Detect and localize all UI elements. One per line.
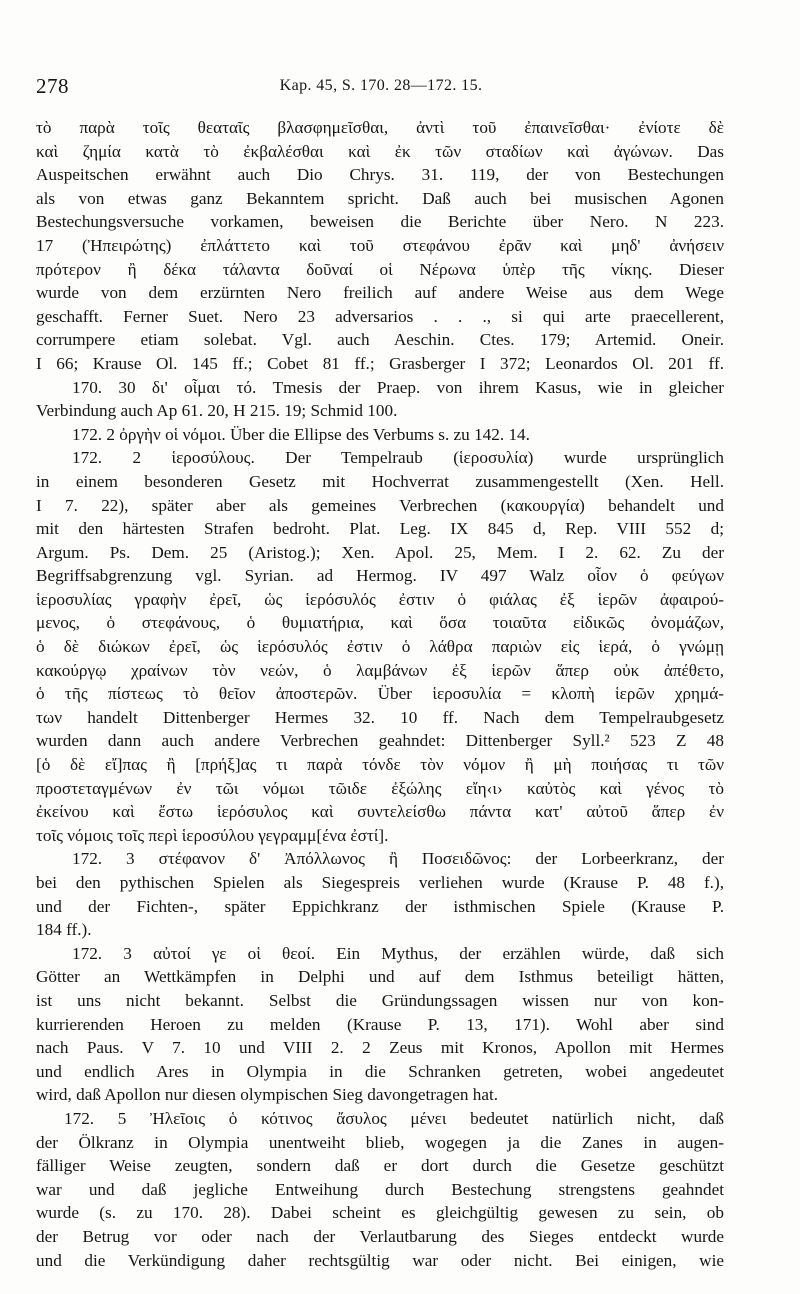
text-line: wurden dann auch andere Verbrechen geahndet: Dittenberger Syll.² 523 Z 48 <box>36 731 724 751</box>
text-line: als von etwas ganz Bekanntem spricht. Daß auch bei musischen Agonen <box>36 188 724 208</box>
text-line: των handelt Dittenberger Hermes 32. 10 ff. Nach dem Tempelraubgesetz <box>36 707 724 727</box>
text-line: [ὁ δὲ εἴ]πας ἢ [πρήξ]ας τι παρὰ τόνδε τὸν νόμον ἢ μὴ ποιήσας τι τῶν <box>36 755 724 775</box>
text-line: in einem besonderen Gesetz mit Hochverrat zusammengestellt (Xen. Hell. <box>36 471 724 491</box>
text-line: I 66; Krause Ol. 145 ff.; Cobet 81 ff.; Grasberger I 372; Leonardos Ol. 201 ff. <box>36 353 724 373</box>
text-line: 172. 3 αὐτοί γε οἱ θεοί. Ein Mythus, der erzählen würde, daß sich <box>72 943 724 963</box>
text-line: der Ölkranz in Olympia unentweiht blieb, wogegen ja die Zanes in augen- <box>36 1132 724 1152</box>
text-line: corrumpere etiam solebat. Vgl. auch Aeschin. Ctes. 179; Artemid. Oneir. <box>36 330 724 350</box>
text-line: wurde (s. zu 170. 28). Dabei scheint es gleichgültig gewesen zu sein, ob <box>36 1203 724 1223</box>
text-line: ist uns nicht bekannt. Selbst die Gründungssagen wissen nur von kon- <box>36 990 724 1010</box>
text-line: und endlich Ares in Olympia in die Schranken getreten, wobei angedeutet <box>36 1061 724 1081</box>
text-line: 172. 5 Ἠλεῖοις ὁ κότινος ἄσυλος μένει bedeutet natürlich nicht, daß <box>64 1108 724 1128</box>
text-line: ἱεροσυλίας γραφὴν ἐρεῖ, ὡς ἱερόσυλός ἐστιν ὁ φιάλας ἐξ ἱερῶν ἀφαιρού- <box>36 589 724 609</box>
text-line: wird, daß Apollon nur diesen olympischen Sieg davongetragen hat. <box>36 1085 499 1105</box>
text-line: 172. 2 ἱεροσύλους. Der Tempelraub (ἱεροσυλία) wurde ursprünglich <box>72 448 724 468</box>
text-line: kurrierenden Heroen zu melden (Krause P. 13, 171). Wohl aber sind <box>36 1014 724 1034</box>
text-line: und der Fichten-, später Eppichkranz der isthmischen Spiele (Krause P. <box>36 896 724 916</box>
text-line: 172. 2 ὀργὴν οἱ νόμοι. Über die Ellipse des Verbums s. zu 142. 14. <box>72 424 530 444</box>
text-line: μενος, ὁ στεφάνους, ὁ θυμιατήρια, καὶ ὅσα τοιαῦτα εἰδικῶς ὀνομάζων, <box>36 613 724 633</box>
text-line: 17 (Ἠπειρώτης) ἐπλάττετο καὶ τοῦ στεφάνου ἐρᾶν καὶ μηδ' ἀνήσειν <box>36 235 724 255</box>
text-line: wurde von dem erzürnten Nero freilich auf andere Weise aus dem Wege <box>36 283 724 303</box>
chapter-reference: Kap. 45, S. 170. 28—172. 15. <box>279 77 483 94</box>
text-line: ὁ δὲ διώκων ἐρεῖ, ὡς ἱερόσυλός ἐστιν ὁ λάθρα παριὼν εἰς ἱερά, ὁ γνώμῃ <box>36 637 724 657</box>
text-line: Argum. Ps. Dem. 25 (Aristog.); Xen. Apol. 25, Mem. I 2. 62. Zu der <box>36 542 724 562</box>
text-line: προστεταγμένων ἐν τῶι νόμωι τῶιδε ἐξώλης εἴη‹ι› καὐτὸς καὶ γένος τὸ <box>36 778 724 798</box>
text-line: mit den härtesten Strafen bedroht. Plat. Leg. IX 845 d, Rep. VIII 552 d; <box>36 519 724 539</box>
text-line: 184 ff.). <box>36 920 92 940</box>
text-line: τὸ παρὰ τοῖς θεαταῖς βλασφημεῖσθαι, ἀντὶ τοῦ ἐπαινεῖσθαι· ἐνίοτε δὲ <box>36 118 724 137</box>
text-line: καὶ ζημία κατὰ τὸ ἐκβαλέσθαι καὶ ἐκ τῶν σταδίων καὶ ἀγώνων. Das <box>36 141 724 161</box>
text-line: bei den pythischen Spielen als Siegespreis verliehen wurde (Krause P. 48 f.), <box>36 873 724 892</box>
text-line: Verbindung auch Ap 61. 20, H 215. 19; Schmid 100. <box>36 401 398 421</box>
text-line: nach Paus. V 7. 10 und VIII 2. 2 Zeus mit Kronos, Apollon mit Hermes <box>36 1038 724 1058</box>
text-line: Götter an Wettkämpfen in Delphi und auf dem Isthmus beteiligt hätten, <box>36 967 724 987</box>
text-line: πρότερον ἢ δέκα τάλαντα δοῦναί οἱ Νέρωνα ὑπὲρ τῆς νίκης. Dieser <box>36 259 724 279</box>
text-line: Begriffsabgrenzung vgl. Syrian. ad Hermog. IV 497 Walz οἷον ὁ φεύγων <box>36 566 724 586</box>
text-line: ἐκείνου καὶ ἔστω ἱερόσυλος καὶ συντελείσθω πάντα κατ' αὐτοῦ ἅπερ ἐν <box>36 802 724 822</box>
text-line: geschafft. Ferner Suet. Nero 23 adversarios . . ., si qui arte praecellerent, <box>36 306 724 326</box>
text-line: 170. 30 δι' οἶμαι τό. Tmesis der Praep. von ihrem Kasus, wie in gleicher <box>72 377 724 397</box>
text-line: und die Verkündigung daher rechtsgültig war oder nicht. Bei einigen, wie <box>36 1250 724 1270</box>
running-head <box>36 74 726 100</box>
page-number: 278 <box>36 74 69 98</box>
text-line: ὁ τῆς πίστεως τὸ θεῖον ἀποστερῶν. Über ἱεροσυλία = κλοπὴ ἱερῶν χρημά- <box>36 684 724 704</box>
commentary-text <box>36 116 724 1272</box>
text-line: war und daß jegliche Entweihung durch Bestechung strengstens geahndet <box>36 1179 724 1199</box>
text-line: der Betrug vor oder nach der Verlautbarung des Sieges entdeckt wurde <box>36 1226 724 1246</box>
text-line: Bestechungsversuche vorkamen, beweisen die Berichte über Nero. N 223. <box>36 212 724 232</box>
text-line: Auspeitschen erwähnt auch Dio Chrys. 31. 119, der von Bestechungen <box>36 165 724 185</box>
text-line: τοῖς νόμοις τοῖς περὶ ἱεροσύλου γεγραμμ[ένα ἐστί]. <box>36 825 389 845</box>
text-line: I 7. 22), später aber als gemeines Verbrechen (κακουργία) behandelt und <box>36 495 724 515</box>
text-line: fälliger Weise zeugten, sondern daß er dort durch die Gesetze geschützt <box>36 1156 724 1176</box>
text-line: κακούργῳ χραίνων τὸν νεών, ὁ λαμβάνων ἐξ ἱερῶν ἅπερ οὐκ ἀπέθετο, <box>36 660 724 680</box>
text-line: 172. 3 στέφανον δ' Ἀπόλλωνος ἢ Ποσειδῶνος: der Lorbeerkranz, der <box>72 849 724 869</box>
